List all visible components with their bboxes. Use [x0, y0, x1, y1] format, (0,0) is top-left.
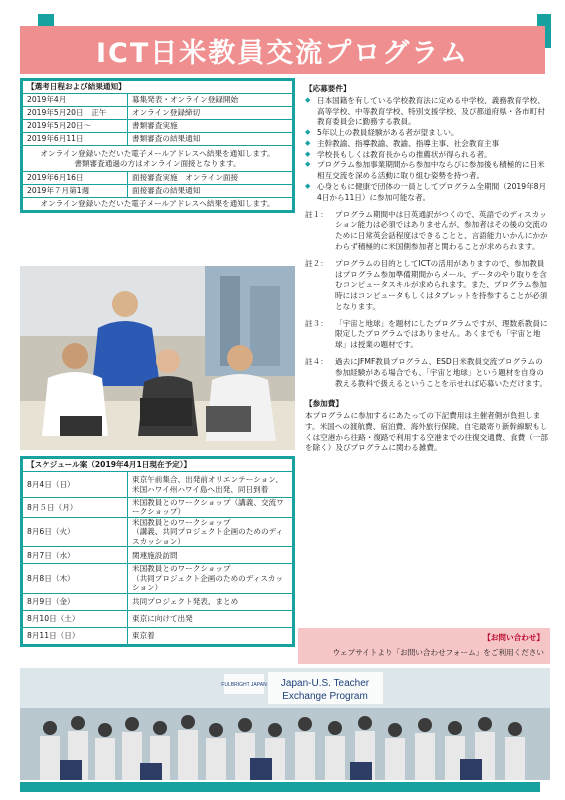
requirement-item: ◆ 心身ともに健康で団体の一員としてプログラム全期間（2019年8月4日から11日）に参加可能な者。	[305, 182, 547, 202]
diamond-bullet-icon: ◆	[305, 149, 311, 158]
schedule-date: 2019年6月11日	[23, 133, 128, 146]
schedule-date: 2019年4月	[23, 94, 128, 107]
activity-line: 米国教員とのワークショップ	[132, 564, 231, 574]
note-label: 註３：	[305, 318, 328, 328]
diamond-bullet-icon: ◆	[305, 138, 311, 147]
selection-schedule-table	[20, 78, 295, 213]
schedule-date: 8月9日（金）	[23, 593, 128, 610]
schedule-item: 書類審査の結果通知	[128, 133, 293, 146]
classroom-photo	[20, 266, 295, 450]
contact-text: ウェブサイトより「お問い合わせフォーム」をご利用ください	[332, 648, 544, 657]
note-text: プログラムの目的としてICTの活用がありますので、参加教員はプログラム参加準備期間からメール、データのやり取りを含むコンピュータスキルが求められます。また、プログラム参加時にはコンピュータもしくはタブレットを持参することが必須となります。	[335, 258, 548, 311]
note-item	[305, 210, 550, 253]
schedule-date: 8月11日（日）	[23, 627, 128, 644]
table-row	[23, 610, 293, 627]
diamond-bullet-icon: ◆	[305, 95, 311, 104]
schedule-date: 8月５日（月）	[23, 498, 128, 518]
requirement-item: ◆ 主幹教諭、指導教諭、教諭、指導主事、社会教育主事	[305, 138, 500, 148]
schedule-heading: 【スケジュール案（2019年4月1日現在予定）】	[23, 459, 293, 472]
notice-line: 書類審査通過の方はオンライン面接となります。	[74, 158, 241, 168]
schedule-date: 2019年5月20日～	[23, 120, 128, 133]
table-row	[23, 593, 293, 610]
activity-line: 東京午前集合、出発前オリエンテーション、	[132, 475, 283, 485]
diamond-bullet-icon: ◆	[305, 160, 311, 169]
schedule-activity: 東京着	[128, 627, 293, 644]
group-photo	[20, 668, 550, 780]
fees-text: 本プログラムに参加するにあたっての下記費用は主催者側が負担します。米国への渡航費、宿泊費、海外旅行保険、自宅最寄り新幹線駅もしくは空港から往路・復路で利用する空港までの往復交通費、食費（一部を除く）及びプログラムに関わる雑費。	[305, 411, 548, 453]
schedule-item: 書類審査実施	[128, 120, 293, 133]
schedule-item: 面接審査実施 オンライン面接	[128, 172, 293, 185]
table-row	[23, 547, 293, 564]
activity-line: （講義、共同プロジェクト企画のためのディスカッション）	[132, 527, 284, 546]
table-row	[23, 120, 293, 133]
note-text: 「宇宙と地球」を題材にしたプログラムですが、理数系教員に限定したプログラムではありません。あくまでも「宇宙と地球」は授業の題材です。	[335, 318, 548, 350]
note-label: 註４：	[305, 356, 328, 366]
requirement-item: ◆ 日本国籍を有している学校教育法に定める中学校、義務教育学校、高等学校、中等教育学校、特別支援学校、及び都道府県・各市町村教育委員会に勤務する教員。	[305, 95, 545, 127]
schedule-activity: 共同プロジェクト発表、まとめ	[128, 593, 293, 610]
schedule-date: 2019年７月第1週	[23, 185, 128, 198]
requirements-section	[305, 84, 550, 454]
activity-line: 米国教員とのワークショップ	[132, 517, 231, 527]
group-photo-illustration	[20, 668, 550, 780]
schedule-activity: 東京に向けて出発	[128, 610, 293, 627]
note-text: プログラム期間中は日英通訳がつくので、英語でのディスカッション能力は必須ではありませんが、参加者はその後の交流のために日常英会話程度はできることと、言語能力いかんにかかわらず積極的に米国側参加者と関わることが求められます。	[335, 209, 548, 251]
schedule-date: 2019年6月16日	[23, 172, 128, 185]
schedule-date: 8月4日（日）	[23, 472, 128, 498]
page-title: ICT日米教員交流プログラム	[20, 26, 545, 74]
schedule-item: 募集発表・オンライン登録開始	[128, 94, 293, 107]
note-text: 過去にJFMF教員プログラム、ESD日米教員交流プログラムの参加経験がある場合でも、「宇宙と地球」という題材を自身の教える教科で扱えるということを示せれば応募いただけます。	[335, 356, 548, 388]
selection-heading: 【選考日程および結果通知】	[23, 81, 293, 94]
contact-box	[298, 628, 550, 664]
table-row	[23, 564, 293, 593]
note-item	[305, 259, 550, 313]
schedule-date: 8月7日（水）	[23, 547, 128, 564]
note-item	[305, 357, 550, 389]
diamond-bullet-icon: ◆	[305, 128, 311, 137]
note-label: 註１：	[305, 209, 328, 219]
table-row	[23, 133, 293, 146]
table-row	[23, 185, 293, 198]
table-row	[23, 472, 293, 498]
schedule-activity: 米国教員とのワークショップ（講義、交流ワークショップ）	[128, 498, 293, 518]
notice-cell	[23, 146, 293, 172]
requirement-item: ◆ 学校長もしくは教育長からの推薦状が得られる者。	[305, 149, 492, 159]
table-row	[23, 94, 293, 107]
notice-cell: オンライン登録いただいた電子メールアドレスへ結果を通知します。	[23, 198, 293, 211]
table-row	[23, 517, 293, 546]
table-row	[23, 107, 293, 120]
requirement-item: ◆ 5年以上の教員経験がある者が望ましい。	[305, 128, 459, 138]
schedule-item: 面接審査の結果通知	[128, 185, 293, 198]
schedule-activity	[128, 564, 293, 593]
activity-line: 米国ハワイ州ハワイ島へ出発、同日到着	[132, 484, 269, 494]
schedule-date: 8月10日（土）	[23, 610, 128, 627]
requirements-heading: 【応募要件】	[305, 84, 351, 93]
schedule-activity: 関連施設訪問	[128, 547, 293, 564]
schedule-date: 8月8日（木）	[23, 564, 128, 593]
schedule-item: オンライン登録締切	[128, 107, 293, 120]
schedule-date: 8月6日（火）	[23, 517, 128, 546]
fees-heading: 【参加費】	[305, 399, 343, 409]
banner-line-1: Japan-U.S. Teacher	[280, 678, 370, 689]
notice-line: オンライン登録いただいた電子メールアドレスへ結果を通知します。	[40, 149, 275, 159]
contact-title: 【お問い合わせ】	[483, 633, 544, 642]
fulbright-logo: FULBRIGHT JAPAN	[221, 682, 267, 688]
schedule-activity	[128, 472, 293, 498]
table-row	[23, 172, 293, 185]
classroom-photo-illustration	[20, 266, 295, 450]
program-schedule-table	[20, 456, 295, 647]
footer-accent-bar	[20, 782, 540, 792]
table-row	[23, 146, 293, 172]
activity-line: （共同プロジェクト企画のためのディスカッション）	[132, 573, 284, 593]
table-row	[23, 498, 293, 518]
note-label: 註２：	[305, 258, 328, 268]
schedule-date: 2019年5月20日 正午	[23, 107, 128, 120]
note-item	[305, 319, 550, 351]
table-row	[23, 627, 293, 644]
banner-line-2: Exchange Program	[282, 691, 368, 702]
diamond-bullet-icon: ◆	[305, 182, 311, 191]
requirement-item: ◆ プログラム参加事業期間から参加中ならびに参加後も積極的に日米相互交流を深める活動に取り組む姿勢を持つ者。	[305, 160, 545, 181]
table-row	[23, 198, 293, 211]
schedule-activity	[128, 517, 293, 546]
